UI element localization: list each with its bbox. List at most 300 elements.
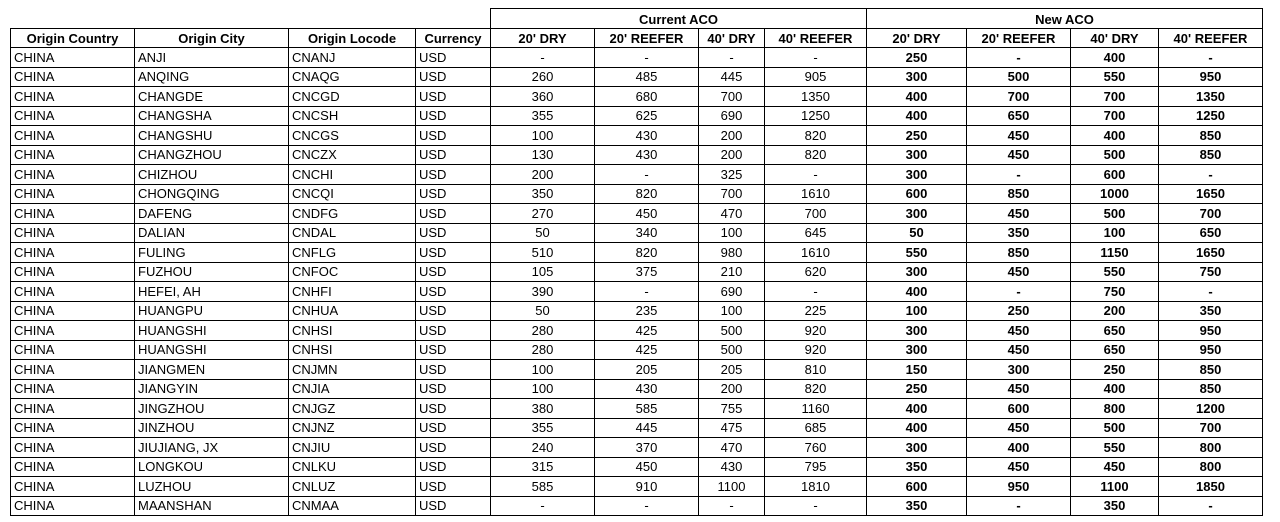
origin-country-cell: CHINA xyxy=(11,165,135,185)
current-20-reefer-cell: 340 xyxy=(595,223,699,243)
new-20-dry-cell: 600 xyxy=(867,477,967,497)
new-40-dry-cell: 800 xyxy=(1071,399,1159,419)
current-20-reefer-cell: 625 xyxy=(595,106,699,126)
new-20-reefer-cell: 400 xyxy=(967,438,1071,458)
current-40-dry-cell: 200 xyxy=(699,126,765,146)
origin-locode-cell: CNLUZ xyxy=(289,477,416,497)
new-20-reefer-cell: 450 xyxy=(967,340,1071,360)
new-40-dry-cell: 100 xyxy=(1071,223,1159,243)
origin-country-cell: CHINA xyxy=(11,262,135,282)
current-40-reefer-cell: - xyxy=(765,48,867,68)
origin-country-cell: CHINA xyxy=(11,48,135,68)
currency-cell: USD xyxy=(416,438,491,458)
current-20-reefer-cell: 450 xyxy=(595,457,699,477)
currency-cell: USD xyxy=(416,48,491,68)
new-40-reefer-cell: 1850 xyxy=(1159,477,1263,497)
current-20-dry-cell: - xyxy=(491,496,595,516)
origin-locode-header: Origin Locode xyxy=(289,28,416,48)
current-40-reefer-cell: 225 xyxy=(765,301,867,321)
new-40-dry-cell: 600 xyxy=(1071,165,1159,185)
new-20-reefer-cell: 850 xyxy=(967,184,1071,204)
current-20-dry-cell: 350 xyxy=(491,184,595,204)
origin-city-cell: CHANGSHU xyxy=(135,126,289,146)
new-40-reefer-cell: 950 xyxy=(1159,340,1263,360)
currency-cell: USD xyxy=(416,126,491,146)
new-20-dry-cell: 300 xyxy=(867,262,967,282)
origin-country-cell: CHINA xyxy=(11,204,135,224)
current-40-dry-cell: 210 xyxy=(699,262,765,282)
new-20-dry-cell: 300 xyxy=(867,438,967,458)
current-40-reefer-cell: 1810 xyxy=(765,477,867,497)
origin-country-cell: CHINA xyxy=(11,457,135,477)
origin-country-header: Origin Country xyxy=(11,28,135,48)
current-40-dry-cell: 200 xyxy=(699,379,765,399)
origin-locode-cell: CNANJ xyxy=(289,48,416,68)
blank-header-cell xyxy=(11,9,135,29)
origin-city-cell: JIANGMEN xyxy=(135,360,289,380)
current-20-dry-cell: 360 xyxy=(491,87,595,107)
new-20-dry-cell: 300 xyxy=(867,145,967,165)
origin-city-cell: CHANGSHA xyxy=(135,106,289,126)
origin-locode-cell: CNLKU xyxy=(289,457,416,477)
origin-country-cell: CHINA xyxy=(11,301,135,321)
origin-city-cell: FUZHOU xyxy=(135,262,289,282)
new-20-reefer-cell: 350 xyxy=(967,223,1071,243)
current-40-reefer-cell: 620 xyxy=(765,262,867,282)
origin-city-cell: HUANGPU xyxy=(135,301,289,321)
current-40-reefer-cell: 810 xyxy=(765,360,867,380)
current-40-dry-cell: 475 xyxy=(699,418,765,438)
current-40-reefer-cell: - xyxy=(765,496,867,516)
origin-locode-cell: CNCHI xyxy=(289,165,416,185)
origin-city-cell: JIUJIANG, JX xyxy=(135,438,289,458)
current-40-dry-cell: 755 xyxy=(699,399,765,419)
current-40-reefer-cell: 820 xyxy=(765,126,867,146)
current-20-dry-cell: 280 xyxy=(491,340,595,360)
current-20-dry-cell: 50 xyxy=(491,301,595,321)
new-20-dry-cell: 150 xyxy=(867,360,967,380)
rates-table xyxy=(10,8,1263,516)
new-40-reefer-cell: 950 xyxy=(1159,67,1263,87)
current-40-dry-cell: 980 xyxy=(699,243,765,263)
origin-city-cell: HUANGSHI xyxy=(135,321,289,341)
new-40-dry-cell: 550 xyxy=(1071,438,1159,458)
table-row xyxy=(11,204,1263,224)
current-40-reefer-cell: 1160 xyxy=(765,399,867,419)
new-40-reefer-cell: 850 xyxy=(1159,126,1263,146)
new-40-dry-cell: 500 xyxy=(1071,145,1159,165)
new-20-reefer-cell: 450 xyxy=(967,418,1071,438)
current-40-dry-cell: 325 xyxy=(699,165,765,185)
new-20-dry-cell: 400 xyxy=(867,106,967,126)
currency-header: Currency xyxy=(416,28,491,48)
new-40-reefer-cell: 350 xyxy=(1159,301,1263,321)
current-40-dry-header: 40' DRY xyxy=(699,28,765,48)
current-40-dry-cell: 1100 xyxy=(699,477,765,497)
current-20-reefer-cell: 430 xyxy=(595,126,699,146)
currency-cell: USD xyxy=(416,106,491,126)
new-20-reefer-header: 20' REEFER xyxy=(967,28,1071,48)
new-40-reefer-cell: 650 xyxy=(1159,223,1263,243)
blank-header-cell xyxy=(416,9,491,29)
table-row xyxy=(11,48,1263,68)
currency-cell: USD xyxy=(416,301,491,321)
origin-country-cell: CHINA xyxy=(11,438,135,458)
table-row xyxy=(11,243,1263,263)
current-40-dry-cell: 100 xyxy=(699,301,765,321)
origin-city-cell: HUANGSHI xyxy=(135,340,289,360)
origin-locode-cell: CNHSI xyxy=(289,340,416,360)
current-40-reefer-cell: 820 xyxy=(765,145,867,165)
origin-locode-cell: CNCGD xyxy=(289,87,416,107)
origin-city-cell: CHIZHOU xyxy=(135,165,289,185)
new-20-dry-header: 20' DRY xyxy=(867,28,967,48)
origin-country-cell: CHINA xyxy=(11,399,135,419)
current-40-reefer-cell: 795 xyxy=(765,457,867,477)
current-20-dry-cell: 270 xyxy=(491,204,595,224)
new-20-dry-cell: 400 xyxy=(867,399,967,419)
origin-country-cell: CHINA xyxy=(11,106,135,126)
table-row xyxy=(11,262,1263,282)
new-20-dry-cell: 350 xyxy=(867,496,967,516)
currency-cell: USD xyxy=(416,360,491,380)
current-20-reefer-cell: 910 xyxy=(595,477,699,497)
origin-country-cell: CHINA xyxy=(11,496,135,516)
new-20-reefer-cell: 450 xyxy=(967,379,1071,399)
current-20-dry-cell: 200 xyxy=(491,165,595,185)
origin-city-header: Origin City xyxy=(135,28,289,48)
new-40-dry-cell: 250 xyxy=(1071,360,1159,380)
table-row xyxy=(11,282,1263,302)
new-20-dry-cell: 50 xyxy=(867,223,967,243)
new-40-dry-cell: 700 xyxy=(1071,87,1159,107)
new-20-reefer-cell: 500 xyxy=(967,67,1071,87)
current-40-dry-cell: 200 xyxy=(699,145,765,165)
current-20-reefer-cell: 205 xyxy=(595,360,699,380)
origin-locode-cell: CNJMN xyxy=(289,360,416,380)
currency-cell: USD xyxy=(416,496,491,516)
new-40-reefer-header: 40' REEFER xyxy=(1159,28,1263,48)
new-20-dry-cell: 400 xyxy=(867,282,967,302)
origin-locode-cell: CNCSH xyxy=(289,106,416,126)
origin-country-cell: CHINA xyxy=(11,87,135,107)
current-20-dry-cell: 315 xyxy=(491,457,595,477)
current-20-reefer-cell: 375 xyxy=(595,262,699,282)
origin-city-cell: MAANSHAN xyxy=(135,496,289,516)
origin-locode-cell: CNJNZ xyxy=(289,418,416,438)
current-20-reefer-cell: 430 xyxy=(595,379,699,399)
current-40-reefer-cell: 1350 xyxy=(765,87,867,107)
new-20-reefer-cell: 600 xyxy=(967,399,1071,419)
current-20-reefer-cell: 445 xyxy=(595,418,699,438)
new-20-reefer-cell: 450 xyxy=(967,126,1071,146)
new-40-reefer-cell: 950 xyxy=(1159,321,1263,341)
new-40-dry-cell: 200 xyxy=(1071,301,1159,321)
new-40-dry-cell: 750 xyxy=(1071,282,1159,302)
origin-country-cell: CHINA xyxy=(11,243,135,263)
current-40-dry-cell: 690 xyxy=(699,106,765,126)
new-20-reefer-cell: - xyxy=(967,48,1071,68)
current-20-reefer-cell: 430 xyxy=(595,145,699,165)
origin-locode-cell: CNAQG xyxy=(289,67,416,87)
table-row xyxy=(11,360,1263,380)
current-40-dry-cell: 700 xyxy=(699,184,765,204)
origin-locode-cell: CNDFG xyxy=(289,204,416,224)
new-20-reefer-cell: 450 xyxy=(967,145,1071,165)
new-20-reefer-cell: 850 xyxy=(967,243,1071,263)
current-20-reefer-cell: 235 xyxy=(595,301,699,321)
current-20-reefer-header: 20' REEFER xyxy=(595,28,699,48)
current-40-reefer-cell: 905 xyxy=(765,67,867,87)
new-20-dry-cell: 600 xyxy=(867,184,967,204)
new-20-reefer-cell: 450 xyxy=(967,262,1071,282)
new-20-reefer-cell: 700 xyxy=(967,87,1071,107)
current-20-dry-cell: 355 xyxy=(491,418,595,438)
new-40-dry-cell: 450 xyxy=(1071,457,1159,477)
origin-city-cell: JINGZHOU xyxy=(135,399,289,419)
currency-cell: USD xyxy=(416,67,491,87)
new-40-dry-cell: 500 xyxy=(1071,204,1159,224)
new-40-dry-cell: 400 xyxy=(1071,126,1159,146)
current-20-dry-cell: 390 xyxy=(491,282,595,302)
table-row xyxy=(11,321,1263,341)
new-40-reefer-cell: 1200 xyxy=(1159,399,1263,419)
new-40-reefer-cell: 850 xyxy=(1159,145,1263,165)
current-20-dry-cell: 510 xyxy=(491,243,595,263)
current-40-dry-cell: 205 xyxy=(699,360,765,380)
new-20-dry-cell: 250 xyxy=(867,379,967,399)
current-20-reefer-cell: 425 xyxy=(595,321,699,341)
new-20-reefer-cell: 300 xyxy=(967,360,1071,380)
new-40-reefer-cell: - xyxy=(1159,496,1263,516)
current-40-reefer-cell: 1250 xyxy=(765,106,867,126)
new-20-reefer-cell: 650 xyxy=(967,106,1071,126)
origin-country-cell: CHINA xyxy=(11,418,135,438)
origin-locode-cell: CNDAL xyxy=(289,223,416,243)
table-row xyxy=(11,438,1263,458)
current-20-dry-cell: 50 xyxy=(491,223,595,243)
new-40-dry-cell: 400 xyxy=(1071,379,1159,399)
new-40-reefer-cell: 850 xyxy=(1159,379,1263,399)
new-40-reefer-cell: 800 xyxy=(1159,457,1263,477)
origin-locode-cell: CNHUA xyxy=(289,301,416,321)
current-20-reefer-cell: - xyxy=(595,48,699,68)
current-20-reefer-cell: - xyxy=(595,496,699,516)
new-20-dry-cell: 550 xyxy=(867,243,967,263)
current-20-dry-cell: 130 xyxy=(491,145,595,165)
current-40-dry-cell: 445 xyxy=(699,67,765,87)
new-40-dry-header: 40' DRY xyxy=(1071,28,1159,48)
origin-locode-cell: CNJIA xyxy=(289,379,416,399)
current-20-reefer-cell: 485 xyxy=(595,67,699,87)
new-40-reefer-cell: 1650 xyxy=(1159,243,1263,263)
table-row xyxy=(11,184,1263,204)
origin-city-cell: JINZHOU xyxy=(135,418,289,438)
currency-cell: USD xyxy=(416,243,491,263)
origin-city-cell: LUZHOU xyxy=(135,477,289,497)
current-20-dry-cell: 105 xyxy=(491,262,595,282)
current-20-reefer-cell: 450 xyxy=(595,204,699,224)
table-row xyxy=(11,340,1263,360)
origin-country-cell: CHINA xyxy=(11,223,135,243)
new-20-dry-cell: 400 xyxy=(867,418,967,438)
currency-cell: USD xyxy=(416,399,491,419)
new-40-dry-cell: 550 xyxy=(1071,262,1159,282)
origin-city-cell: FULING xyxy=(135,243,289,263)
new-40-reefer-cell: 1250 xyxy=(1159,106,1263,126)
current-40-reefer-cell: 645 xyxy=(765,223,867,243)
origin-locode-cell: CNCQI xyxy=(289,184,416,204)
new-40-dry-cell: 650 xyxy=(1071,340,1159,360)
table-row xyxy=(11,223,1263,243)
current-40-dry-cell: 100 xyxy=(699,223,765,243)
new-40-dry-cell: 350 xyxy=(1071,496,1159,516)
new-40-reefer-cell: 850 xyxy=(1159,360,1263,380)
origin-locode-cell: CNHFI xyxy=(289,282,416,302)
new-20-reefer-cell: 250 xyxy=(967,301,1071,321)
new-40-reefer-cell: - xyxy=(1159,48,1263,68)
origin-locode-cell: CNFLG xyxy=(289,243,416,263)
current-40-reefer-cell: 760 xyxy=(765,438,867,458)
current-40-reefer-header: 40' REEFER xyxy=(765,28,867,48)
currency-cell: USD xyxy=(416,223,491,243)
current-20-dry-cell: 355 xyxy=(491,106,595,126)
new-20-dry-cell: 300 xyxy=(867,165,967,185)
origin-city-cell: DAFENG xyxy=(135,204,289,224)
new-20-dry-cell: 100 xyxy=(867,301,967,321)
origin-country-cell: CHINA xyxy=(11,477,135,497)
new-20-reefer-cell: 450 xyxy=(967,457,1071,477)
new-aco-group-header: New ACO xyxy=(867,9,1263,29)
currency-cell: USD xyxy=(416,321,491,341)
new-40-dry-cell: 1100 xyxy=(1071,477,1159,497)
table-row xyxy=(11,165,1263,185)
current-20-dry-header: 20' DRY xyxy=(491,28,595,48)
currency-cell: USD xyxy=(416,457,491,477)
origin-city-cell: ANQING xyxy=(135,67,289,87)
new-40-reefer-cell: 1350 xyxy=(1159,87,1263,107)
new-20-dry-cell: 300 xyxy=(867,340,967,360)
table-row xyxy=(11,477,1263,497)
origin-locode-cell: CNJIU xyxy=(289,438,416,458)
current-20-reefer-cell: 425 xyxy=(595,340,699,360)
new-20-dry-cell: 400 xyxy=(867,87,967,107)
current-40-dry-cell: 500 xyxy=(699,321,765,341)
blank-header-cell xyxy=(135,9,289,29)
origin-locode-cell: CNCGS xyxy=(289,126,416,146)
origin-city-cell: CHONGQING xyxy=(135,184,289,204)
current-40-dry-cell: 470 xyxy=(699,438,765,458)
currency-cell: USD xyxy=(416,418,491,438)
origin-locode-cell: CNFOC xyxy=(289,262,416,282)
current-20-reefer-cell: - xyxy=(595,165,699,185)
current-20-dry-cell: - xyxy=(491,48,595,68)
origin-country-cell: CHINA xyxy=(11,184,135,204)
new-20-reefer-cell: - xyxy=(967,282,1071,302)
origin-country-cell: CHINA xyxy=(11,379,135,399)
origin-city-cell: DALIAN xyxy=(135,223,289,243)
origin-city-cell: ANJI xyxy=(135,48,289,68)
current-20-dry-cell: 240 xyxy=(491,438,595,458)
currency-cell: USD xyxy=(416,184,491,204)
current-40-dry-cell: 700 xyxy=(699,87,765,107)
current-40-reefer-cell: 1610 xyxy=(765,243,867,263)
table-row xyxy=(11,496,1263,516)
origin-country-cell: CHINA xyxy=(11,67,135,87)
currency-cell: USD xyxy=(416,477,491,497)
current-20-reefer-cell: 820 xyxy=(595,184,699,204)
current-40-dry-cell: 470 xyxy=(699,204,765,224)
current-40-reefer-cell: 820 xyxy=(765,379,867,399)
current-20-dry-cell: 100 xyxy=(491,126,595,146)
new-20-reefer-cell: - xyxy=(967,165,1071,185)
new-40-dry-cell: 1000 xyxy=(1071,184,1159,204)
origin-locode-cell: CNCZX xyxy=(289,145,416,165)
current-40-reefer-cell: - xyxy=(765,165,867,185)
currency-cell: USD xyxy=(416,204,491,224)
current-aco-group-header: Current ACO xyxy=(491,9,867,29)
currency-cell: USD xyxy=(416,340,491,360)
origin-country-cell: CHINA xyxy=(11,145,135,165)
table-row xyxy=(11,67,1263,87)
current-20-dry-cell: 280 xyxy=(491,321,595,341)
currency-cell: USD xyxy=(416,87,491,107)
current-40-dry-cell: - xyxy=(699,496,765,516)
table-row xyxy=(11,145,1263,165)
table-body xyxy=(11,48,1263,516)
new-40-dry-cell: 650 xyxy=(1071,321,1159,341)
new-40-dry-cell: 500 xyxy=(1071,418,1159,438)
new-40-dry-cell: 400 xyxy=(1071,48,1159,68)
currency-cell: USD xyxy=(416,145,491,165)
table-row xyxy=(11,301,1263,321)
current-20-reefer-cell: 370 xyxy=(595,438,699,458)
current-20-reefer-cell: 680 xyxy=(595,87,699,107)
new-40-reefer-cell: - xyxy=(1159,165,1263,185)
table-row xyxy=(11,87,1263,107)
column-header-row xyxy=(11,28,1263,48)
current-40-dry-cell: - xyxy=(699,48,765,68)
current-40-reefer-cell: 920 xyxy=(765,321,867,341)
group-header-row xyxy=(11,9,1263,29)
origin-city-cell: LONGKOU xyxy=(135,457,289,477)
new-20-reefer-cell: 450 xyxy=(967,204,1071,224)
origin-city-cell: CHANGZHOU xyxy=(135,145,289,165)
new-20-dry-cell: 250 xyxy=(867,126,967,146)
blank-header-cell xyxy=(289,9,416,29)
origin-country-cell: CHINA xyxy=(11,282,135,302)
new-40-dry-cell: 1150 xyxy=(1071,243,1159,263)
origin-locode-cell: CNJGZ xyxy=(289,399,416,419)
new-20-reefer-cell: 950 xyxy=(967,477,1071,497)
currency-cell: USD xyxy=(416,262,491,282)
new-40-dry-cell: 700 xyxy=(1071,106,1159,126)
new-20-reefer-cell: 450 xyxy=(967,321,1071,341)
current-40-dry-cell: 430 xyxy=(699,457,765,477)
new-40-dry-cell: 550 xyxy=(1071,67,1159,87)
table-row xyxy=(11,418,1263,438)
currency-cell: USD xyxy=(416,282,491,302)
current-20-dry-cell: 100 xyxy=(491,360,595,380)
new-20-reefer-cell: - xyxy=(967,496,1071,516)
current-20-dry-cell: 260 xyxy=(491,67,595,87)
current-20-reefer-cell: - xyxy=(595,282,699,302)
current-20-dry-cell: 585 xyxy=(491,477,595,497)
origin-locode-cell: CNMAA xyxy=(289,496,416,516)
current-40-reefer-cell: - xyxy=(765,282,867,302)
current-40-dry-cell: 690 xyxy=(699,282,765,302)
currency-cell: USD xyxy=(416,165,491,185)
